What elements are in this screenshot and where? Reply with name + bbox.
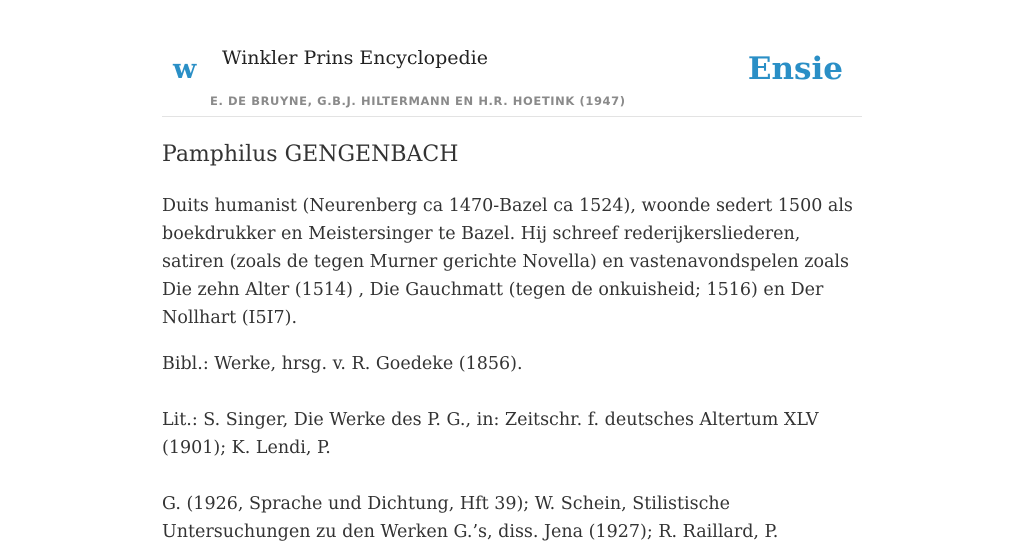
article-paragraph-bibliography: Bibl.: Werke, hrsg. v. R. Goedeke (1856). <box>162 354 523 374</box>
ensie-logo[interactable]: Ensie <box>747 51 843 87</box>
logo-w-icon[interactable]: w <box>173 54 197 85</box>
article-paragraph-literature: Lit.: S. Singer, Die Werke des P. G., in: Zeitschr. f. deutsches Altertum XLV (1901); K. Lendi, P. <box>162 410 819 458</box>
article-content <box>162 138 862 546</box>
page-title: Pamphilus GENGENBACH <box>162 142 459 167</box>
site-title[interactable]: Winkler Prins Encyclopedie <box>222 47 488 69</box>
article-paragraph-continued: G. (1926, Sprache und Dichtung, Hft 39); W. Schein, Stilistische Untersuchungen zu den Werken G.’s, diss. Jena (1927); R. Raillard, P. <box>162 494 779 542</box>
site-header <box>162 0 862 117</box>
authors-line: E. DE BRUYNE, G.B.J. HILTERMANN EN H.R. HOETINK (1947) <box>210 94 626 108</box>
article-paragraph-main: Duits humanist (Neurenberg ca 1470-Bazel ca 1524), woonde sedert 1500 als boekdrukker en Meistersinger te Bazel. Hij schreef rederijkersliederen, satiren (zoals de tegen Murner gerichte Novella) en vastenavondspelen zoals Die zehn Alter (1514) , Die Gauchmatt (tegen de onkuisheid; 1516) en Der Nollhart (I5I7). <box>162 196 853 328</box>
